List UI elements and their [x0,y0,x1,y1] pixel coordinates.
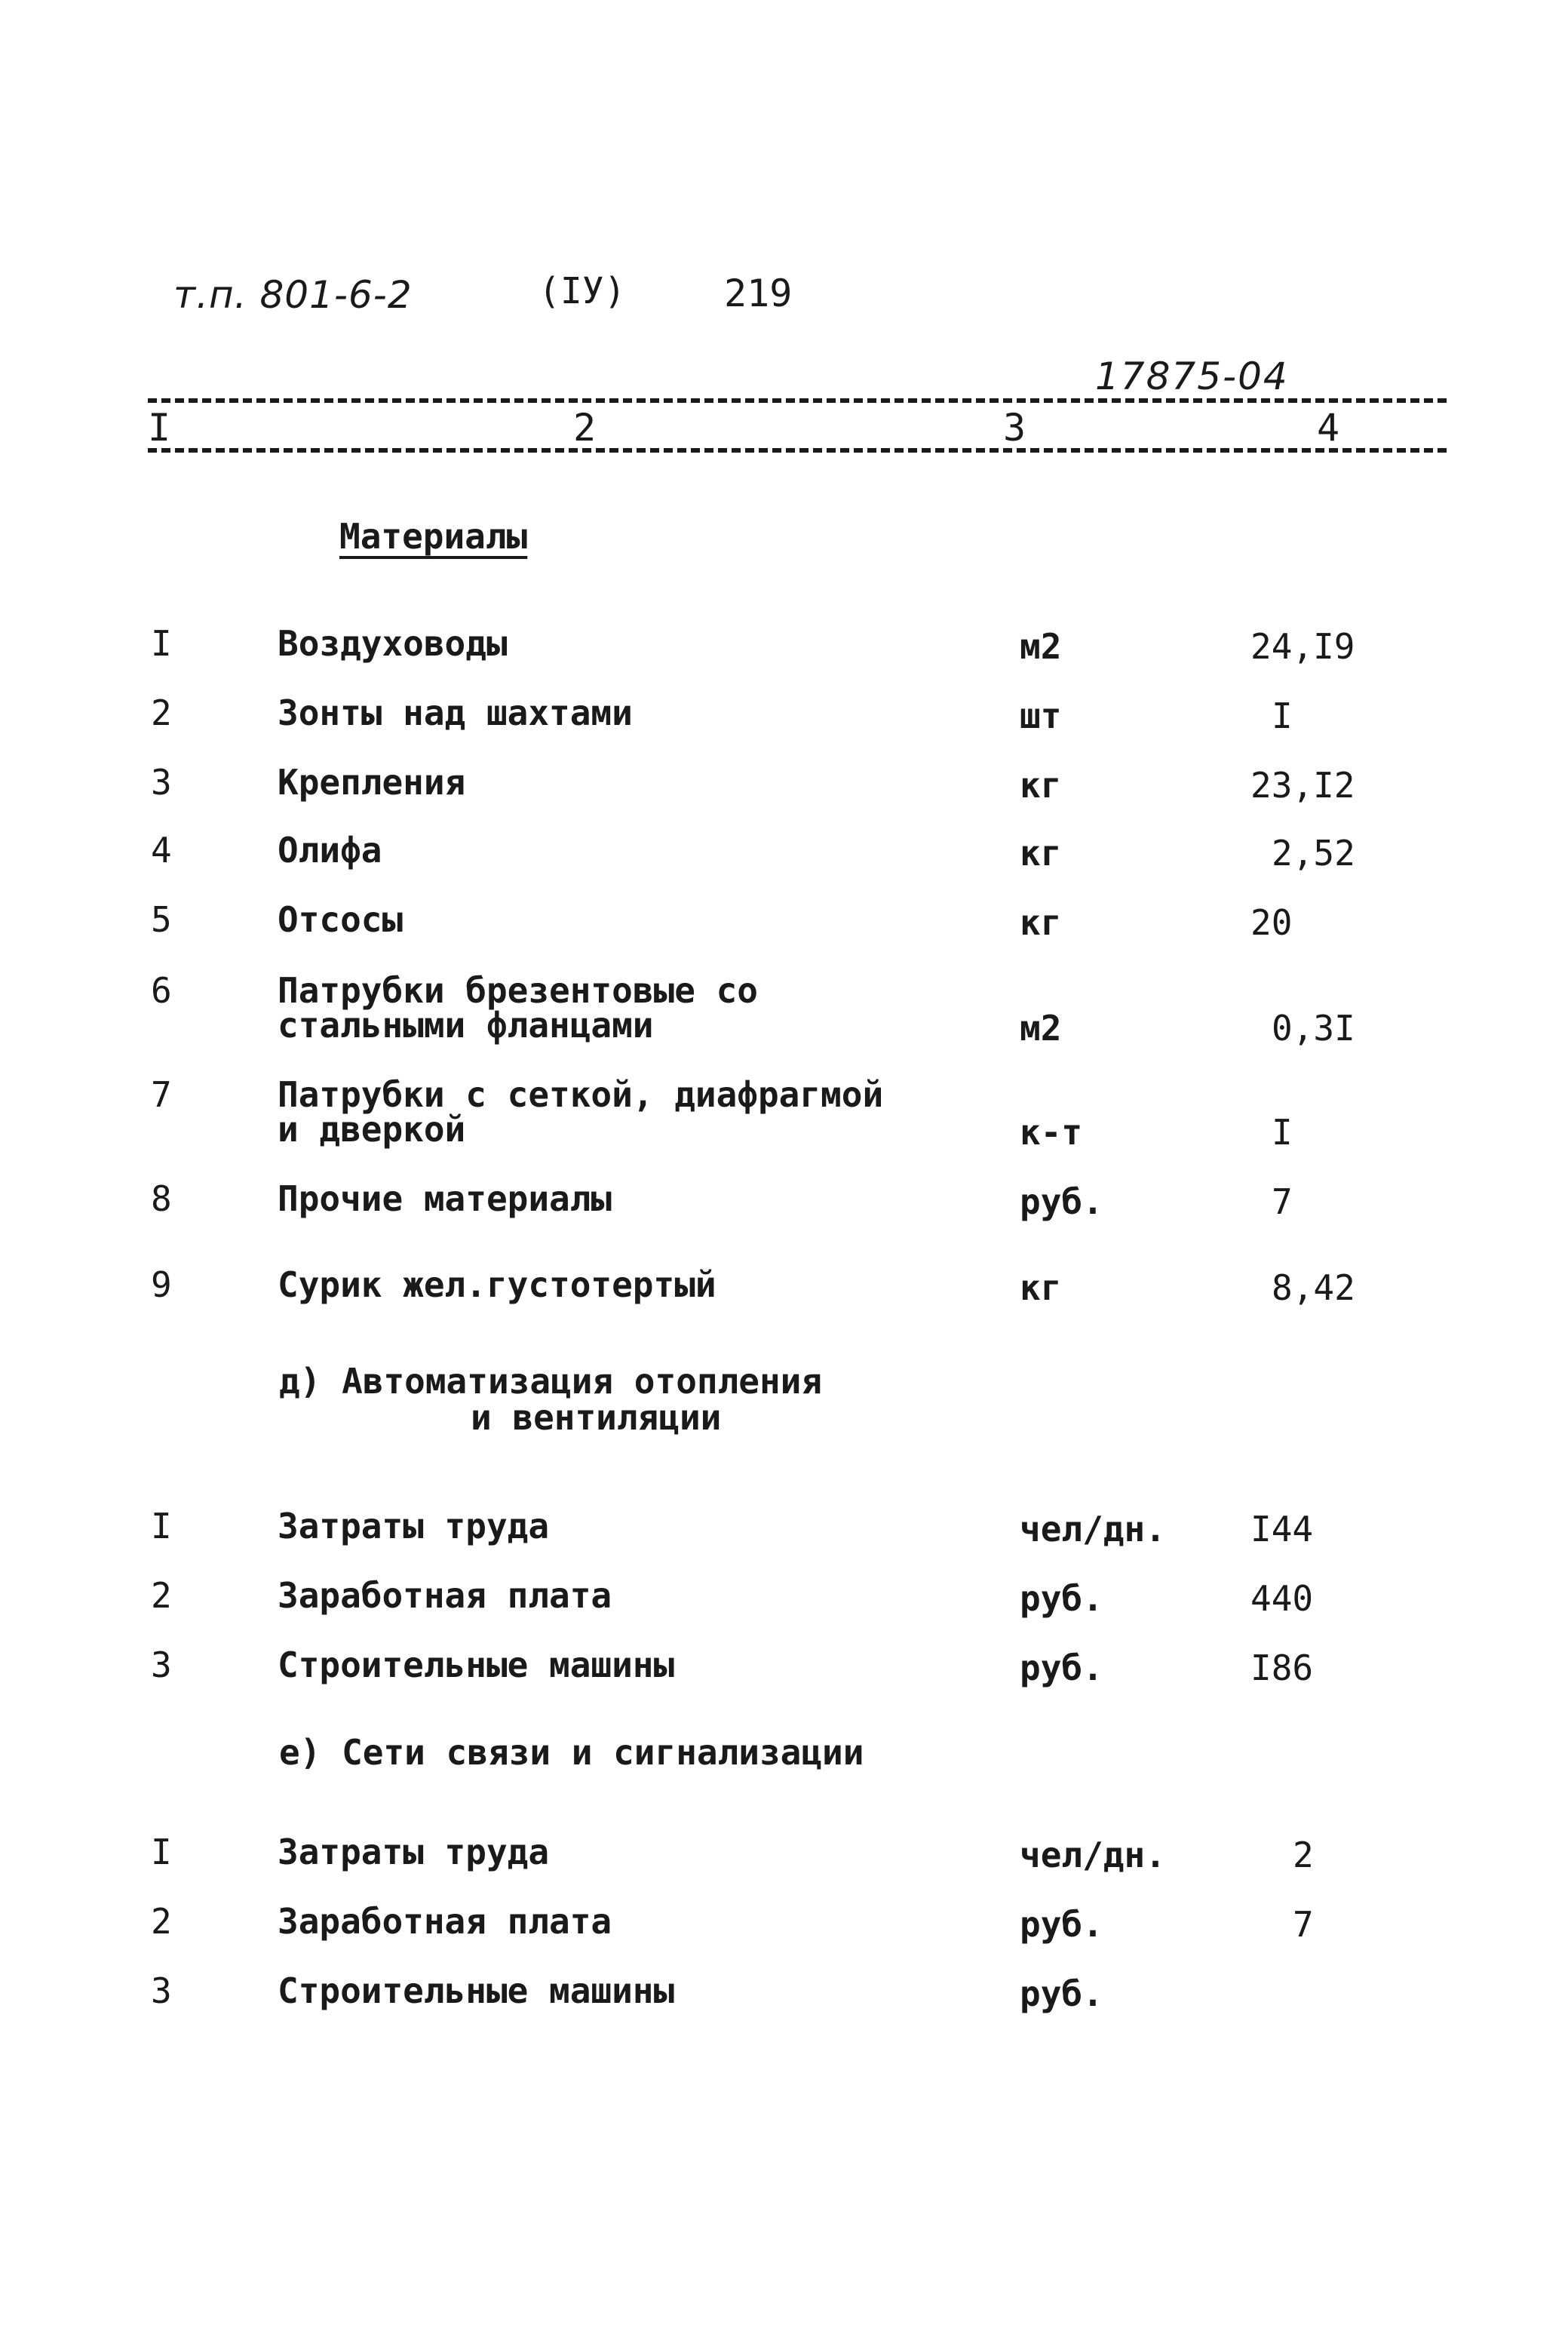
item-unit: руб. [1020,1578,1103,1619]
item-quantity: 20 [1250,902,1293,943]
row-number: I [151,1832,172,1872]
row-number: 2 [151,1575,172,1616]
item-name-line-1: Патрубки брезентовые со [278,970,758,1011]
row-number: 6 [151,970,172,1011]
document-code: 17875-04 [1095,355,1289,398]
item-quantity: I [1272,1112,1293,1153]
item-quantity: 7 [1272,1181,1293,1222]
item-name: Затраты труда [278,1832,550,1872]
item-quantity: I44 [1250,1509,1314,1549]
column-number-1: I [148,406,171,450]
item-unit: кг [1020,765,1062,806]
item-unit: руб. [1020,1648,1103,1688]
column-number-2: 2 [573,406,597,450]
item-unit: кг [1020,902,1062,943]
row-number: 2 [151,1901,172,1942]
item-quantity: I86 [1250,1648,1314,1688]
item-name: Зонты над шахтами [278,693,633,733]
item-name-line-2: и дверкой [278,1109,466,1150]
item-unit: м2 [1020,1008,1062,1049]
item-name: Отсосы [278,899,404,940]
row-number: I [151,623,172,664]
item-unit: кг [1020,1267,1062,1308]
item-unit: чел/дн. [1020,1509,1166,1549]
item-unit: кг [1020,833,1062,874]
item-quantity: 23,I2 [1250,765,1355,806]
document-reference: т.п. 801-6-2 [173,273,413,317]
item-name-line-1: Патрубки с сеткой, диафрагмой [278,1074,884,1115]
section-title-materials: Материалы [339,516,528,557]
item-unit: руб. [1020,1973,1103,2014]
row-number: 9 [151,1264,172,1305]
row-number: 2 [151,693,172,733]
item-name: Строительные машины [278,1970,675,2011]
section-title-communications: е) Сети связи и сигнализации [279,1732,864,1773]
header-rule-bottom [148,448,1447,453]
item-quantity: 440 [1250,1578,1314,1619]
column-number-4: 4 [1317,406,1340,450]
item-name: Олифа [278,830,382,871]
item-quantity: I [1272,696,1293,736]
row-number: 8 [151,1178,172,1219]
item-name: Прочие материалы [278,1178,612,1219]
item-name-line-2: стальными фланцами [278,1005,654,1046]
item-quantity: 2 [1293,1835,1314,1875]
item-name: Воздуховоды [278,623,508,664]
section-title-automation-line-1: д) Автоматизация отопления [279,1361,823,1402]
item-unit: руб. [1020,1904,1103,1945]
volume-label: (IУ) [539,270,626,312]
item-name: Заработная плата [278,1901,612,1942]
item-unit: к-т [1020,1112,1083,1153]
item-quantity: 24,I9 [1250,626,1355,667]
row-number: I [151,1506,172,1546]
row-number: 3 [151,762,172,803]
item-quantity: 0,3I [1272,1008,1355,1049]
header-rule-top [148,398,1447,403]
row-number: 5 [151,899,172,940]
item-unit: м2 [1020,626,1062,667]
item-name: Крепления [278,762,466,803]
item-quantity: 2,52 [1272,833,1355,874]
item-quantity: 7 [1293,1904,1314,1945]
row-number: 7 [151,1074,172,1115]
item-unit: шт [1020,696,1062,736]
item-name: Затраты труда [278,1506,550,1546]
row-number: 3 [151,1970,172,2011]
item-quantity: 8,42 [1272,1267,1355,1308]
item-unit: чел/дн. [1020,1835,1166,1875]
item-unit: руб. [1020,1181,1103,1222]
column-number-3: 3 [1003,406,1026,450]
item-name: Строительные машины [278,1645,675,1685]
page-number: 219 [724,272,793,315]
section-title-automation-line-2: и вентиляции [471,1397,722,1438]
item-name: Заработная плата [278,1575,612,1616]
row-number: 4 [151,830,172,871]
item-name: Сурик жел.густотертый [278,1264,716,1305]
row-number: 3 [151,1645,172,1685]
